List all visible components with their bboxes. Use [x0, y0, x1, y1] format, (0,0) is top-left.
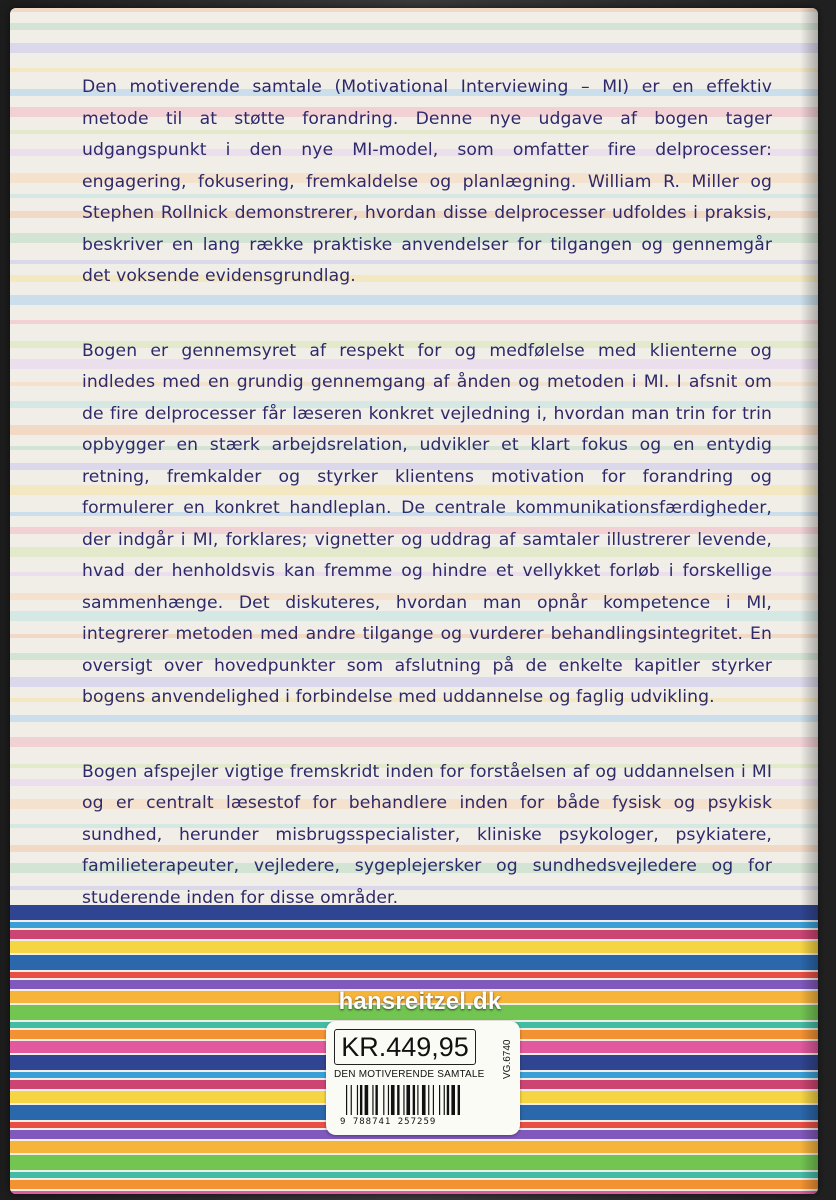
- blurb-paragraph-3: Bogen afspejler vigtige fremskridt inden for forståelsen af og uddannelsen i MI og er centralt læsestof for behandlere inden for både fysisk og psykisk sundhed, herunder misbrugsspecialister, kliniske psykologer, psykiatere, familieterapeuter, vejledere, sygeplejersker og sundhedsvejledere og for studerende inden for disse områder.: [82, 761, 772, 908]
- book-spine-shadow: [800, 8, 818, 1194]
- sticker-title: DEN MOTIVERENDE SAMTALE: [334, 1069, 485, 1080]
- blurb-text: [82, 72, 772, 957]
- publisher-website: hansreitzel.dk: [338, 988, 502, 1015]
- blurb-paragraph-2: Bogen er gennemsyret af respekt for og medfølelse med klienterne og indledes med en grundig gennemgang af ånden og metoden i MI. I afsnit om de fire delprocesser får læseren konkret vejledning i, hvordan man trin for trin opbygger en stærk arbejdsrelation, udvikler et klart fokus og en entydig retning, fremkalder og styrker klientens motivation for forandring og formulerer en konkret handleplan. De centrale kommunikationsfærdigheder, der indgår i MI, forklares; vignetter og uddrag af samtaler illustrerer levende, hvad der henholdsvis kan fremme og hindre et vellykket forløb i forskellige sammenhænge. Det diskuteres, hvordan man opnår kompetence i MI, integrerer metoden med andre tilgange og vurderer behandlingsintegritet. En oversigt over hovedpunkter som afslutning på de enkelte kapitler styrker bogens anvendelighed i forbindelse med uddannelse og faglig udvikling.: [82, 340, 772, 707]
- book-back-cover: [10, 8, 818, 1194]
- product-code: VG.6740: [502, 1039, 513, 1079]
- barcode-digits: 9 788741 257259: [340, 1117, 437, 1127]
- blurb-paragraph-1: Den motiverende samtale (Motivational Interviewing – MI) er en effektiv metode til at støtte forandring. Denne nye udgave af bogen tager udgangspunkt i den nye MI-model, som omfatter fire delprocesser: engagering, fokusering, fremkaldelse og planlægning. William R. Miller og Stephen Rollnick demonstrerer, hvordan disse delprocesser udfoldes i praksis, beskriver en lang række praktiske anvendelser for tilgangen og gennemgår det voksende evidensgrundlag.: [82, 77, 772, 286]
- price-sticker: [326, 1021, 520, 1135]
- barcode: [346, 1085, 494, 1115]
- price-value: KR.449,95: [334, 1029, 476, 1065]
